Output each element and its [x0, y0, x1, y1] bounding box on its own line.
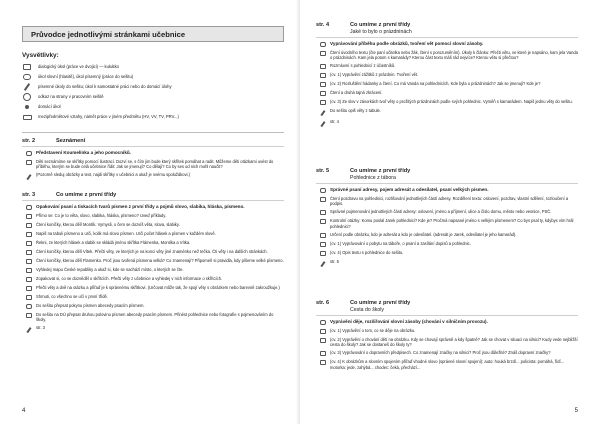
list-item: Napiš na tabuli písmeno a urči, kolik má slovo písmen. Urči počet hlásek a písmen v každém slově.	[22, 231, 284, 237]
speech-icon	[22, 72, 32, 82]
list-item: Rozmluvní s pohlednicí z účastníků.	[316, 63, 578, 69]
list-item: (cv. 3) Ze slov v závorkách tvoř věty o prožitých prázdninách podle svých pohlednic. Vyměň s kamarádem. Napiš jednu věty do sešitu.	[316, 99, 578, 105]
list-item: (cv. 4) K obrázkům a slovním spojením přiřaď vhodné slovo (správné slovní spojení): auto: houká brzdí... policista: pomáhá, řídí... motorka: jede, zahýbá... chodec: čeká, přechází...	[316, 359, 578, 369]
legend-text: písemné úkoly do sešitu; úkol k samostatné práci nebo do domácí úlohy	[38, 84, 172, 90]
list-item: (cv. 3) Vyprávování o dopravních předpisech. Co znamenají značky na silnici? Proč jsou důležité? Znáš dopravní značky?	[316, 350, 578, 356]
list-item: Řekni, ze kterých hlásek a slabik se skládá jméno skřítka Flámenka, Montíka a Vítka.	[22, 240, 284, 246]
section-subtitle: Jaké to bylo o prázdninách	[350, 29, 412, 35]
pair-icon	[316, 232, 330, 238]
link-icon	[22, 92, 32, 102]
pair-icon	[22, 231, 36, 237]
section-header	[316, 168, 578, 184]
pair-icon	[316, 350, 330, 356]
list-item: Čtení koníčky, kterou dělí Flamenko. Proč jsou tvořená písmena velká? Co znamenají? Připomeň si pravidla, kdy píšeme velké písmeno.	[22, 258, 284, 264]
list-item: Děti seznámíme se skřítky pomocí ilustrací. Dozví se, s čím jim bude který skřítek pomáhat a radit. Můžeme děti otázkami uvést do příběhu, kterým se bude celá učebnice řídit: Jak se jmenují? Co dělají? Co by ses od nich mohl naučit?	[22, 159, 284, 169]
legend-row	[22, 62, 284, 72]
list-item: str. 3	[22, 325, 284, 333]
pair-icon	[22, 276, 36, 282]
pair-icon	[22, 222, 36, 228]
pair-icon	[316, 359, 330, 369]
speech-icon	[22, 150, 36, 156]
pair-icon	[316, 99, 330, 105]
legend-title: Vysvětlivky:	[22, 52, 59, 59]
pair-icon	[316, 81, 330, 87]
section-header	[316, 300, 578, 316]
list-item: Vyhledej mapu České republiky a ukaž si, kde se nachází místo, o kterých se čte.	[22, 267, 284, 273]
legend-row	[22, 112, 284, 122]
list-item: Vyprávění děje, rozšiřování slovní zásoby (chování v silničním provozu).	[316, 319, 578, 325]
list-item: Přímo se: Co je to věta, slovo, slabika, hláska, písmeno? Uveď příklady.	[22, 213, 284, 219]
pair-icon	[316, 250, 330, 256]
pair-icon	[316, 209, 330, 215]
page-number: 5	[574, 408, 578, 414]
list-item: Opakování psaní a tiskacích tvarů písmen z první třídy a pojmů slovo, slabika, hláska, písmeno.	[22, 204, 284, 210]
pencil-icon	[22, 325, 36, 333]
legend-text: úkol slovní (hlasitě), úkol písemný (práce do sešitu)	[38, 74, 134, 80]
list-item: Čtení koníčky, kterou dělí Montík. Vymysli, o čem se dozvíš věta, slova, slabiky.	[22, 222, 284, 228]
list-item: (cv. 4) Opis textu s pohlednice do sešitu.	[316, 250, 578, 256]
pair-icon	[316, 50, 330, 60]
list-item: Určení podle obrázku, kdo je adresát a kdo je odesílatel. (adresát je Jarek, odesílatel je jeho kamarád).	[316, 232, 578, 238]
pair-icon	[316, 63, 330, 69]
list-item: Do sešitu opiš věty z tabule.	[316, 108, 578, 116]
pair-icon	[22, 249, 36, 255]
page-right	[300, 0, 600, 424]
list-item: str. 4	[316, 119, 578, 127]
section-title: Co umíme z první třídy	[350, 300, 411, 306]
pencil-icon	[316, 108, 330, 116]
section-str-5	[316, 168, 578, 270]
legend	[22, 52, 284, 122]
list-item: (cv. 2) Rozluštění hádanky a čtení. Co má Vanda na pohlednicích, Kde byla o prázdninách? Jak se jmenují? Kde je?	[316, 81, 578, 87]
page-number: 4	[22, 408, 26, 414]
section-header	[316, 22, 578, 38]
legend-text: dialogický úkol (práce ve dvojici) — kukátko	[38, 64, 119, 70]
pencil-icon	[22, 172, 36, 180]
section-title: Seznámení	[56, 138, 86, 144]
pair-icon	[22, 240, 36, 246]
legend-row	[22, 72, 284, 82]
speech-icon	[22, 303, 36, 309]
page-heading: Průvodce jednotlivými stránkami učebnice	[22, 26, 284, 42]
section-subtitle: Cesta do školy	[350, 307, 385, 313]
pair-icon	[22, 312, 36, 322]
list-item: Kontrolní otázky: Komu poslal Jarek pohlednici? Kde je? Pročmá napsané jméno s velkým písmenem? Co bys psal ty, kdybys vím hrál pohlednici?	[316, 218, 578, 228]
pair-icon	[316, 196, 330, 206]
speech-icon	[316, 319, 330, 325]
list-item: (Pozorně sleduj obrázky a text, najdi skřítky v učebnici a ukaž je svému spolužákovi.)	[22, 172, 284, 180]
list-item: Čtení pozdravu na pohlednici, rozlišování jednotlivých částí adresy. Rozdělení textu: oslovení, pozdrav, vlastní sdělení, rozloučení a podpis.	[316, 196, 578, 206]
section-page-ref: str. 2	[22, 138, 36, 144]
pair-icon	[22, 213, 36, 219]
speech-icon	[316, 187, 330, 193]
section-title: Co umíme z první třídy	[350, 22, 411, 28]
list-item: Správné psaní adresy, pojem adresát a odesílatel, psaní velkých písmen.	[316, 187, 578, 193]
section-header	[22, 138, 284, 147]
list-item: Zopakovat si, co se dozvěděl o skřítcích. Přečti věty z učebnice a vyhledej v nich informace o skřítcích.	[22, 276, 284, 282]
legend-text: odkaz na strany v pracovním sešitě	[38, 94, 104, 100]
pair-icon	[316, 72, 330, 78]
pair-icon	[22, 62, 32, 72]
list-item: Představení Koumelínka a jeho pomocníků.	[22, 150, 284, 156]
speech-icon	[316, 41, 330, 47]
section-page-ref: str. 5	[316, 168, 330, 174]
pair-icon	[316, 90, 330, 96]
pencil-icon	[316, 119, 330, 127]
list-item: Přečti věty a dvě na otázku a přiřaď je k správnému skřítkovi. (Určovat může tak, že spojí věty s obrázkem nebo barevně zakroužkuje.)	[22, 285, 284, 291]
section-title: Co umíme z první třídy	[350, 168, 411, 174]
list-item: (cv. 1) Vyprávění zážitků z prázdnin. Tvoření vět.	[316, 72, 578, 78]
list-item: (cv. 1) Vyprávění o tom, co se děje na obrázku.	[316, 328, 578, 334]
pencil-icon	[316, 259, 330, 267]
list-item: (cv. 2) Vyprávění o chování dětí na obrázku. Kdy se chovají správně a kdy špatně? Jak se chovat v situaci na silnici? Kudy vede nejbližší cesta do školy? Jak se dostaneš do školy ty?	[316, 337, 578, 347]
section-str-2	[22, 138, 284, 183]
list-item: Do sešitu na DÚ přepsat druhou polovinu písmen abecedy psacím písmem. Přinést pohlednice nebo fotografie s pojmenováním do školy.	[22, 312, 284, 322]
pencil-icon	[22, 82, 32, 92]
list-item: Čtení úvodního textu (čte paní učitelka nebo žák, čtení s porozuměním). Úkoly k článku: Přečti větu, ve které je napsáno, kam jela Vanda o prázdninách. Kam jela potom s kamarády? Kterou část textu máš rád nejvíce? Kterou větu si přečtou?	[316, 50, 578, 60]
section-page-ref: str. 3	[22, 192, 36, 198]
list-item: Shrnuti, co všechno se učí v první třídě.	[22, 294, 284, 300]
list-item: (cv. 1) Vyprávování o pobytu na táboře, o psaní a zasílání dopisů a pohlednic.	[316, 241, 578, 247]
pair-icon	[316, 328, 330, 334]
list-item: Vyprávování příběhu podle obrázků, tvoření vět pomocí slovní zásoby.	[316, 41, 578, 47]
partner-icon	[22, 112, 32, 122]
pair-icon	[22, 258, 36, 264]
section-page-ref: str. 6	[316, 300, 330, 306]
list-item: Čtení koníčky, kterou dělí Vítek. Přečti věty, ve kterých je na konci věty jiné znaménko než tečka. Čti věty i na dalších stránkách.	[22, 249, 284, 255]
pair-icon	[316, 218, 330, 228]
pair-icon	[316, 337, 330, 347]
section-page-ref: str. 4	[316, 22, 330, 28]
legend-row	[22, 102, 284, 112]
section-subtitle: Pohlednice z tábora	[350, 175, 396, 181]
section-title: Co umíme z první třídy	[56, 192, 117, 198]
pair-icon	[22, 159, 36, 169]
legend-text: domácí úkol	[38, 104, 61, 110]
list-item: Do sešitu přepsat pokynu písmen abecedy psacím písmem.	[22, 303, 284, 309]
divider	[22, 132, 284, 133]
legend-row	[22, 82, 284, 92]
list-item: Správné pojmenování jednotlivých částí adresy: oslovení, jméno a příjmení, ulice a číslo domu, město nebo vesnice, PSČ.	[316, 209, 578, 215]
homework-icon	[22, 102, 32, 112]
speech-icon	[22, 204, 36, 210]
pair-icon	[22, 294, 36, 300]
section-header	[22, 192, 284, 201]
list-item: str. 5	[316, 259, 578, 267]
section-str-6	[316, 300, 578, 373]
pair-icon	[22, 285, 36, 291]
pair-icon	[22, 267, 36, 273]
legend-row	[22, 92, 284, 102]
list-item: Čtení a druhá tajná zkrácení.	[316, 90, 578, 96]
section-str-4	[316, 22, 578, 130]
section-str-3	[22, 192, 284, 336]
pair-icon	[316, 241, 330, 247]
legend-text: mezipředmětové vztahy, námět práce v jiném předmětu (HV, VV, TV, PRV...)	[38, 114, 179, 120]
